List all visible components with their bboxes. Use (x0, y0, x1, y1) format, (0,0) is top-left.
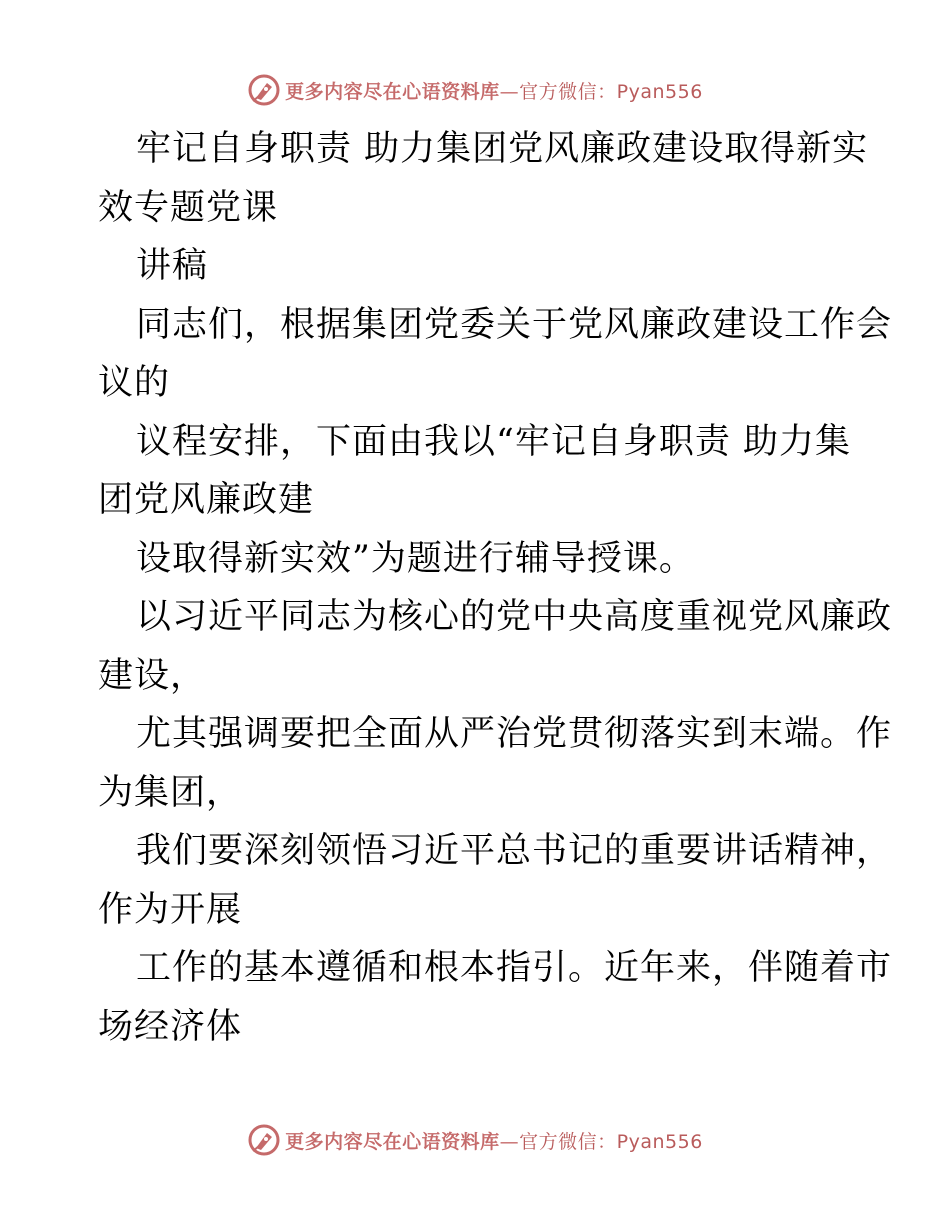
text-line: 尤其强调要把全面从严治党贯彻落实到末端。作 (136, 714, 893, 754)
text-line: 场经济体 (98, 1006, 243, 1047)
watermark-separator: — (499, 1130, 520, 1153)
text-line: 我们要深刻领悟习近平总书记的重要讲话精神， (136, 831, 893, 871)
footer-watermark (0, 1120, 950, 1160)
watermark-text (285, 1127, 703, 1154)
watermark-contact: 官方微信：Pyan556 (519, 80, 703, 103)
text-line: 作为开展 (98, 889, 243, 930)
text-line: 以习近平同志为核心的党中央高度重视党风廉政 (136, 597, 893, 637)
text-line: 建设， (98, 655, 207, 696)
text-line: 牢记自身职责 助力集团党风廉政建设取得新实 (136, 129, 869, 169)
text-line: 同志们，根据集团党委关于党风廉政建设工作会 (136, 304, 893, 345)
watermark-title: 更多内容尽在心语资料库 (285, 1130, 500, 1153)
watermark-text (285, 77, 703, 104)
watermark-title: 更多内容尽在心语资料库 (285, 80, 500, 103)
text-line: 工作的基本遵循和根本指引。近年来，伴随着市 (136, 948, 893, 988)
text-line: 效专题党课 (98, 187, 279, 228)
pen-nib-logo-icon (247, 1123, 281, 1157)
text-line: 团党风廉政建 (98, 480, 315, 520)
text-line: 设取得新实效”为题进行辅导授课。 (136, 538, 695, 579)
document-body (98, 120, 893, 1056)
pen-nib-logo-icon (247, 73, 281, 107)
text-line: 议程安排，下面由我以“牢记自身职责 助力集 (136, 421, 852, 462)
watermark-separator: — (499, 80, 520, 103)
text-line: 讲稿 (136, 246, 209, 286)
header-watermark (0, 70, 950, 110)
watermark-contact: 官方微信：Pyan556 (519, 1130, 703, 1153)
text-line: 为集团， (98, 772, 243, 813)
text-line: 议的 (98, 363, 171, 403)
